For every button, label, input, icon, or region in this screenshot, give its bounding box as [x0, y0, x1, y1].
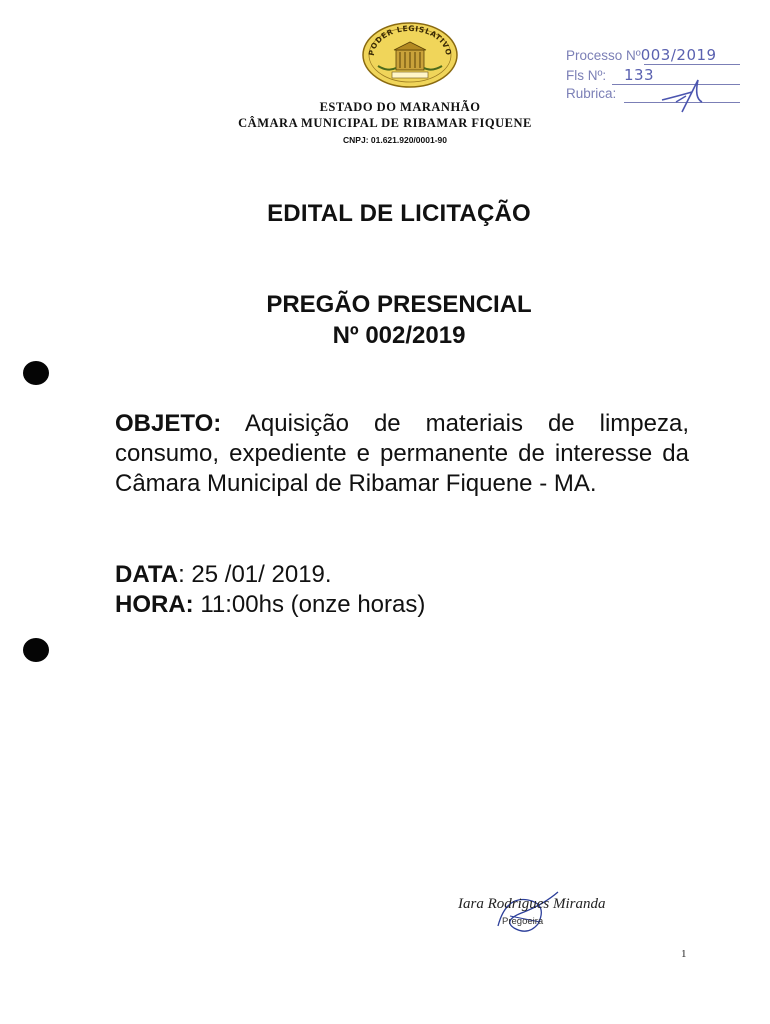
signature-block: [458, 878, 618, 938]
cnpj-number: CNPJ: 01.621.920/0001-90: [343, 135, 447, 145]
stamp-processo-label: Processo Nº: [566, 48, 641, 63]
stamp-fls-value: 133: [623, 66, 655, 84]
document-title: EDITAL DE LICITAÇÃO: [267, 200, 531, 227]
objeto-paragraph: [115, 409, 689, 499]
state-name: ESTADO DO MARANHÃO: [319, 100, 481, 114]
stamp-processo-row: [566, 46, 746, 66]
stamp-processo-value: 003/2019: [640, 46, 717, 64]
schedule-block: [115, 560, 689, 620]
hole-punch-top: [23, 361, 49, 385]
objeto-text: Aquisição de materiais de limpeza, consumo, expediente e permanente de interesse da Câmara Municipal de Ribamar Fiquene - MA.: [115, 410, 689, 497]
subtitle-line-1: PREGÃO PRESENCIAL: [266, 291, 532, 318]
letterhead: [0, 100, 770, 145]
document-subtitle: [0, 289, 770, 351]
svg-text:PODER LEGISLATIVO: PODER LEGISLATIVO: [366, 23, 454, 57]
rubrica-signature-icon: [658, 72, 708, 122]
stamp-fls-row: [566, 66, 746, 86]
protocol-stamp: [566, 46, 746, 106]
subtitle-line-2: Nº 002/2019: [332, 322, 466, 349]
stamp-rubrica-label: Rubrica:: [566, 86, 617, 101]
municipal-seal-logo: [360, 22, 460, 88]
signer-name: Iara Rodrigues Miranda: [458, 896, 606, 912]
hole-punch-bottom: [23, 638, 49, 662]
time-label: HORA:: [115, 591, 194, 618]
date-line: [115, 560, 689, 590]
stamp-fls-label: Fls Nº:: [566, 68, 607, 83]
objeto-label: OBJETO:: [115, 410, 222, 437]
chamber-name: CÂMARA MUNICIPAL DE RIBAMAR FIQUENE: [238, 116, 532, 130]
date-label: DATA: [115, 561, 179, 588]
date-value: : 25 /01/ 2019.: [178, 561, 332, 588]
stamp-rubrica-row: [566, 86, 746, 106]
page-number: 1: [681, 948, 687, 960]
time-value: 11:00hs (onze horas): [200, 591, 426, 618]
time-line: [115, 590, 689, 620]
signer-role: Pregoeira: [502, 916, 544, 927]
